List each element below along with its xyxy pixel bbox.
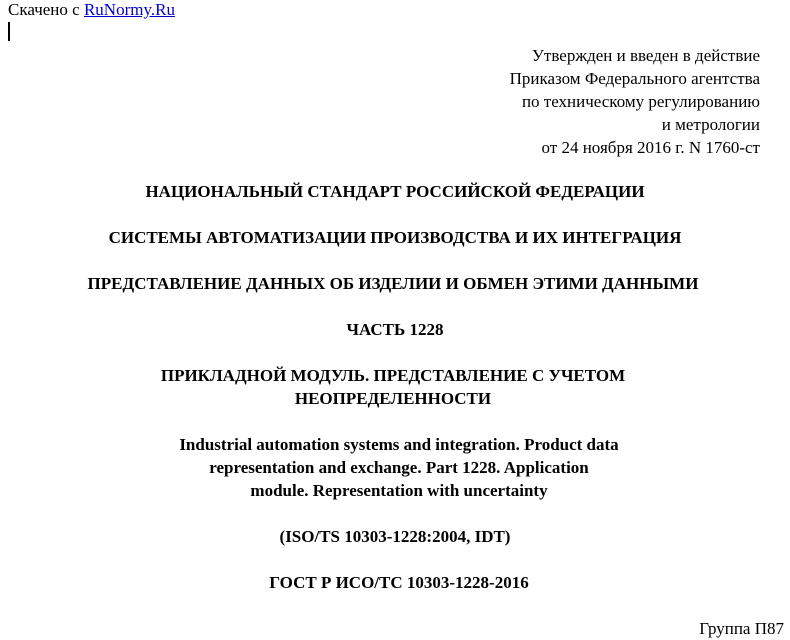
english-title <box>4 433 790 502</box>
iso-reference: (ISO/TS 10303-1228:2004, IDT) <box>279 527 511 546</box>
representation-heading: ПРЕДСТАВЛЕНИЕ ДАННЫХ ОБ ИЗДЕЛИИ И ОБМЕН ЭТИМИ ДАННЫМИ <box>87 274 699 293</box>
approval-block <box>510 44 760 159</box>
approval-line-1: Утвержден и введен в действие <box>531 46 760 65</box>
english-title-line-2: representation and exchange. Part 1228. Application <box>209 458 589 477</box>
approval-line-5: от 24 ноября 2016 г. N 1760-ст <box>541 138 760 157</box>
approval-line-4: и метрологии <box>661 115 760 134</box>
gost-reference: ГОСТ Р ИСО/ТС 10303-1228-2016 <box>269 573 529 592</box>
module-heading-line-2: НЕОПРЕДЕЛЕННОСТИ <box>294 389 492 408</box>
national-standard-heading: НАЦИОНАЛЬНЫЙ СТАНДАРТ РОССИЙСКОЙ ФЕДЕРАЦИИ <box>145 182 645 201</box>
english-title-line-1: Industrial automation systems and integration. Product data <box>179 435 619 454</box>
english-title-line-3: module. Representation with uncertainty <box>250 481 548 500</box>
module-heading <box>0 364 788 410</box>
source-prefix: Скачено с <box>8 0 84 19</box>
module-heading-line-1: ПРИКЛАДНОЙ МОДУЛЬ. ПРЕДСТАВЛЕНИЕ С УЧЕТОМ <box>160 366 626 385</box>
part-heading: ЧАСТЬ 1228 <box>346 320 444 339</box>
source-line <box>8 0 175 19</box>
systems-heading: СИСТЕМЫ АВТОМАТИЗАЦИИ ПРОИЗВОДСТВА И ИХ ИНТЕГРАЦИЯ <box>108 228 682 247</box>
approval-line-3: по техническому регулированию <box>521 92 760 111</box>
group-label: Группа П87 <box>699 619 784 638</box>
text-cursor <box>8 22 10 41</box>
source-link[interactable]: RuNormy.Ru <box>83 0 175 19</box>
approval-line-2: Приказом Федерального агентства <box>509 69 760 88</box>
